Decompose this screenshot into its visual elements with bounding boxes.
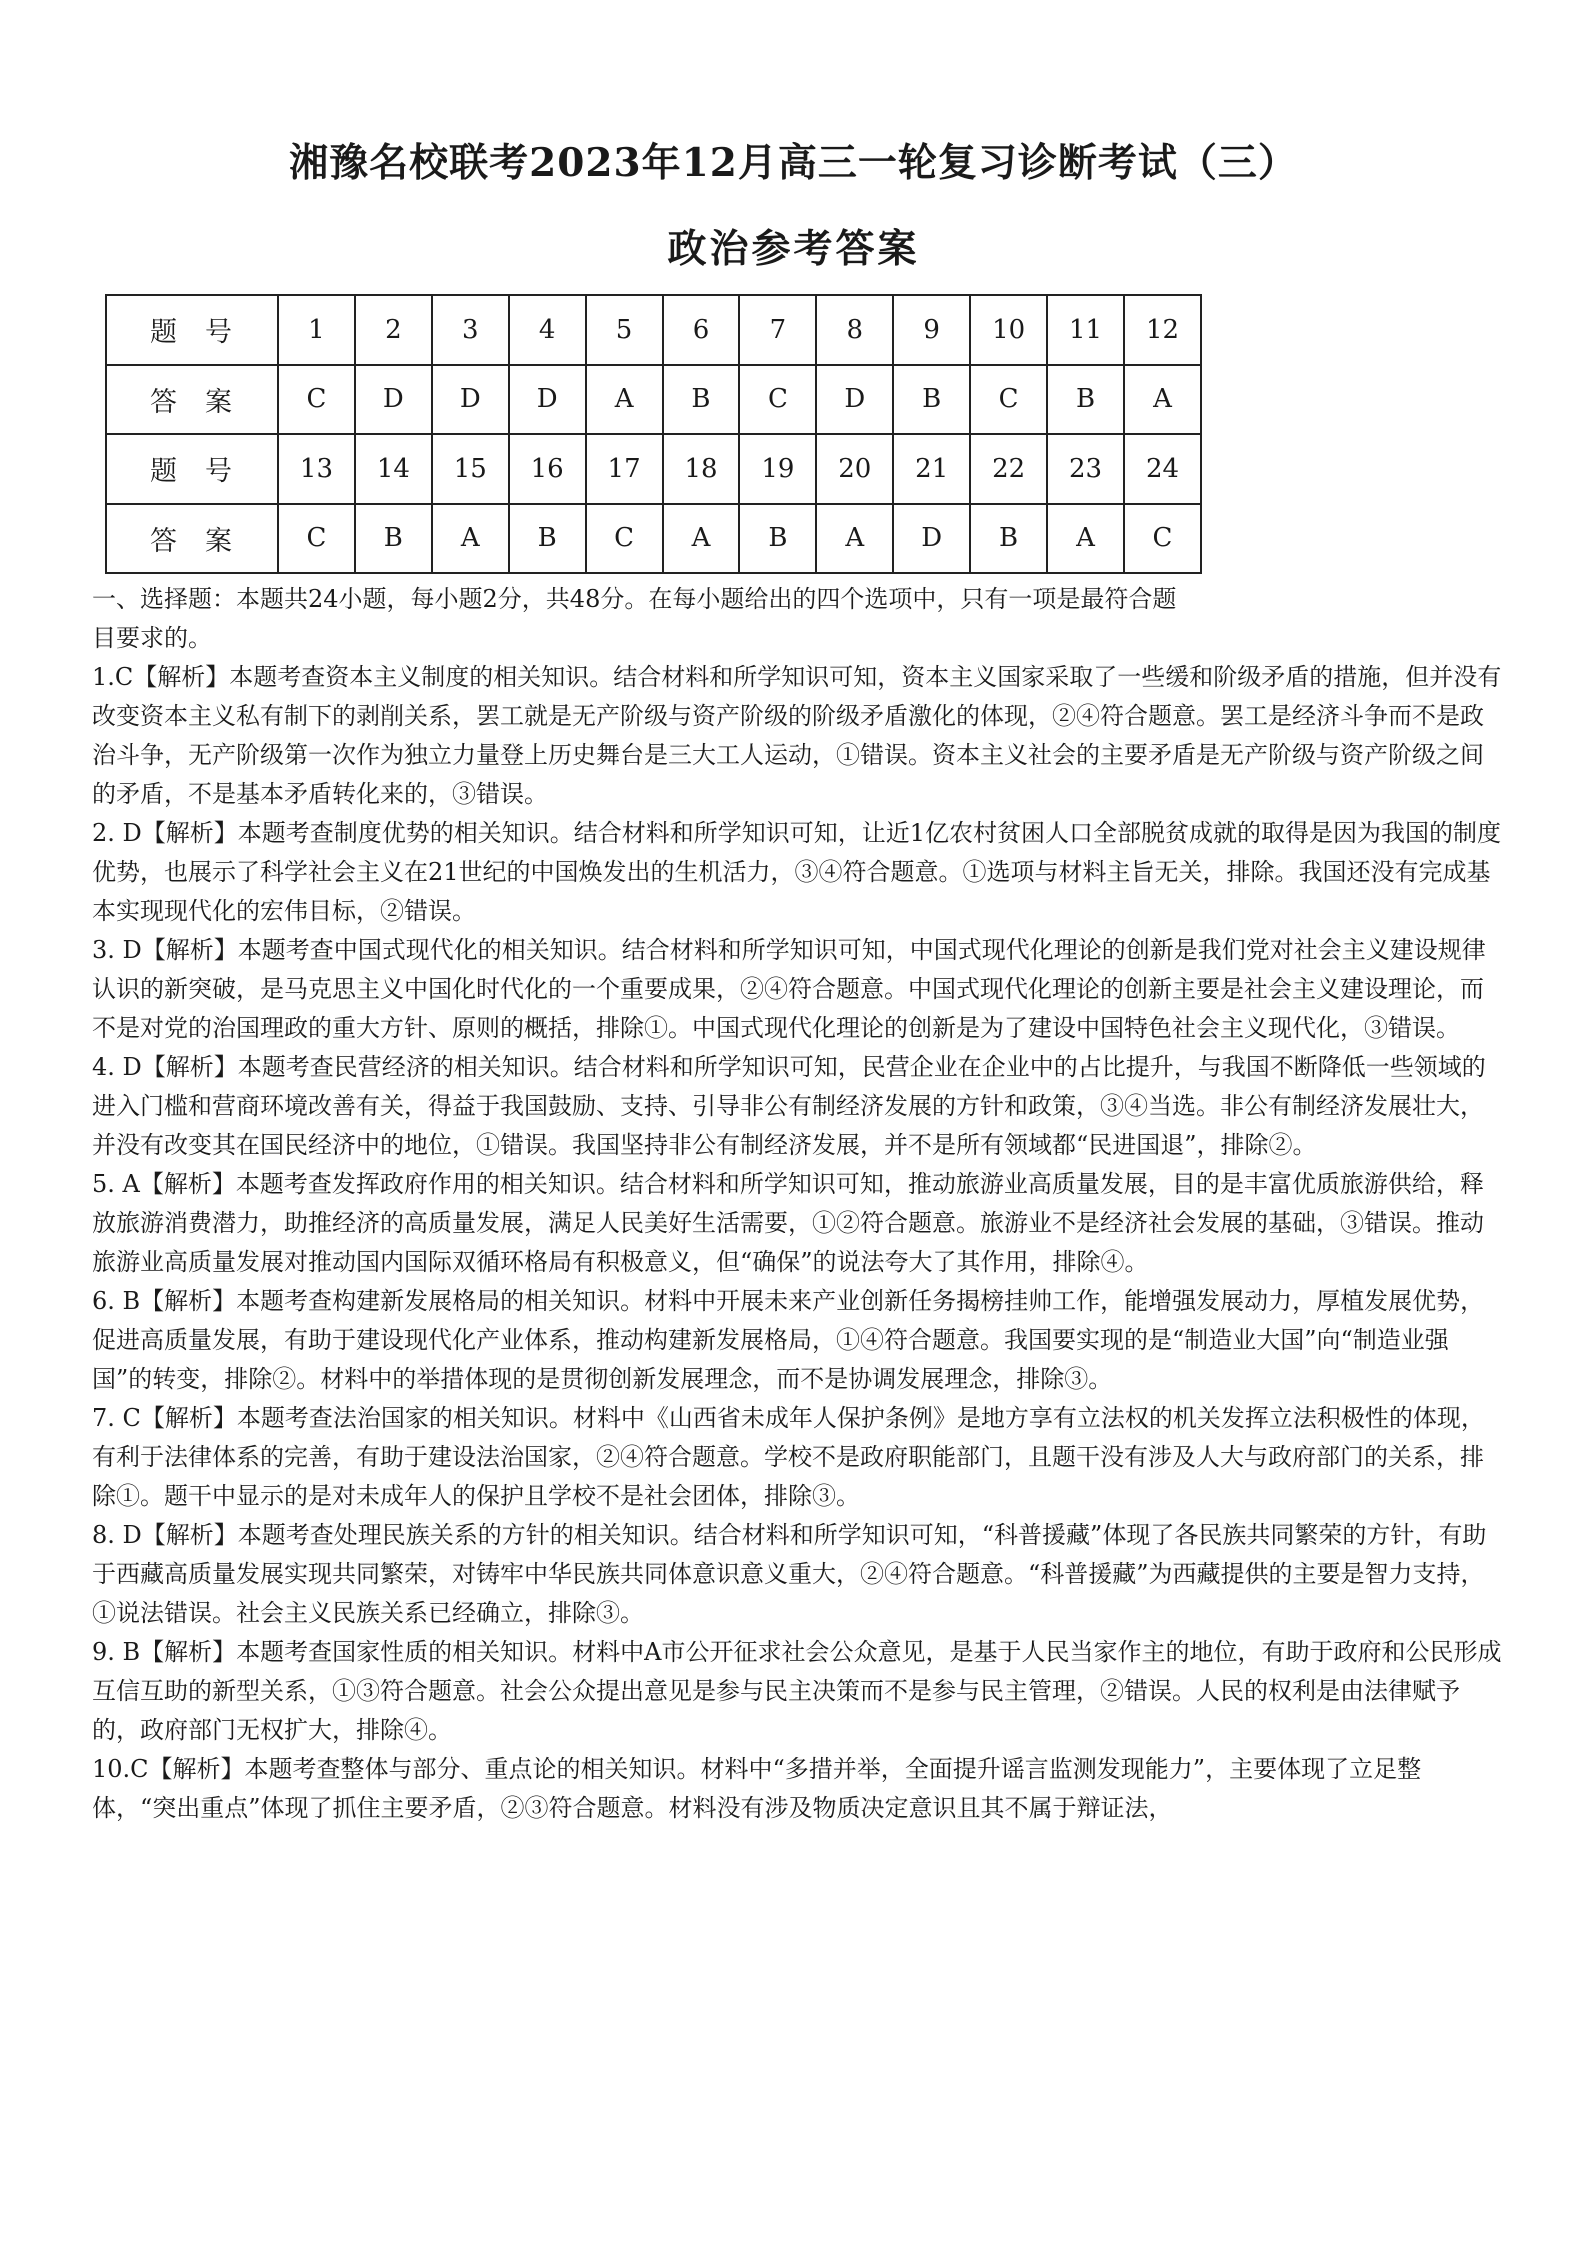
question-number-cell: 20	[816, 434, 893, 504]
question-number-cell: 17	[586, 434, 663, 504]
question-number-cell: 21	[893, 434, 970, 504]
question-number-cell: 8	[816, 295, 893, 365]
explanation-label: 2. D【解析】	[92, 819, 238, 847]
answer-cell: B	[663, 365, 740, 435]
answer-cell: B	[509, 504, 586, 574]
question-number-cell: 12	[1124, 295, 1201, 365]
question-number-cell: 19	[739, 434, 816, 504]
answer-cell: A	[432, 504, 509, 574]
answer-row	[106, 504, 1201, 574]
explanation-item	[92, 814, 1502, 931]
explanation-label: 1.C【解析】	[92, 663, 230, 691]
explanation-label: 3. D【解析】	[92, 936, 238, 964]
answer-cell: C	[586, 504, 663, 574]
answer-cell: B	[970, 504, 1047, 574]
answer-cell: D	[893, 504, 970, 574]
explanation-item	[92, 1165, 1502, 1282]
explanation-item	[92, 1516, 1502, 1633]
answer-cell: B	[1047, 365, 1124, 435]
number-row	[106, 295, 1201, 365]
explanation-item	[92, 931, 1502, 1048]
explanation-text: 本题考查中国式现代化的相关知识。结合材料和所学知识可知，中国式现代化理论的创新是我们党对社会主义建设规律认识的新突破，是马克思主义中国化时代化的一个重要成果，②④符合题意。中国式现代化理论的创新主要是社会主义建设理论，而不是对党的治国理政的重大方针、原则的概括，排除①。中国式现代化理论的创新是为了建设中国特色社会主义现代化，③错误。	[92, 936, 1486, 1042]
answer-cell: C	[739, 365, 816, 435]
section-intro: 一、选择题：本题共24小题，每小题2分，共48分。在每小题给出的四个选项中，只有一项是最符合题目要求的。	[92, 585, 1177, 652]
answer-cell: A	[1047, 504, 1124, 574]
question-number-cell: 1	[278, 295, 355, 365]
question-number-cell: 22	[970, 434, 1047, 504]
explanation-text: 本题考查制度优势的相关知识。结合材料和所学知识可知，让近1亿农村贫困人口全部脱贫成就的取得是因为我国的制度优势，也展示了科学社会主义在21世纪的中国焕发出的生机活力，③④符合题意。①选项与材料主旨无关，排除。我国还没有完成基本实现现代化的宏伟目标，②错误。	[92, 819, 1502, 925]
question-number-cell: 16	[509, 434, 586, 504]
answer-cell: C	[278, 365, 355, 435]
question-number-cell: 15	[432, 434, 509, 504]
question-number-cell: 10	[970, 295, 1047, 365]
explanation-label: 10.C【解析】	[92, 1755, 245, 1783]
answer-cell: D	[816, 365, 893, 435]
question-number-cell: 11	[1047, 295, 1124, 365]
question-number-cell: 18	[663, 434, 740, 504]
explanation-text: 本题考查资本主义制度的相关知识。结合材料和所学知识可知，资本主义国家采取了一些缓和阶级矛盾的措施，但并没有改变资本主义私有制下的剥削关系，罢工就是无产阶级与资产阶级的阶级矛盾激化的体现，②④符合题意。罢工是经济斗争而不是政治斗争，无产阶级第一次作为独立力量登上历史舞台是三大工人运动，①错误。资本主义社会的主要矛盾是无产阶级与资产阶级之间的矛盾，不是基本矛盾转化来的，③错误。	[92, 663, 1502, 808]
question-number-cell: 6	[663, 295, 740, 365]
number-row-label: 题号	[106, 295, 278, 365]
answer-explanations	[92, 580, 1502, 1828]
answer-cell: A	[663, 504, 740, 574]
explanation-label: 5. A【解析】	[92, 1170, 236, 1198]
explanation-text: 本题考查民营经济的相关知识。结合材料和所学知识可知，民营企业在企业中的占比提升，与我国不断降低一些领域的进入门槛和营商环境改善有关，得益于我国鼓励、支持、引导非公有制经济发展的方针和政策，③④当选。非公有制经济发展壮大，并没有改变其在国民经济中的地位，①错误。我国坚持非公有制经济发展，并不是所有领域都“民进国退”，排除②。	[92, 1053, 1486, 1159]
answer-row	[106, 365, 1201, 435]
question-number-cell: 7	[739, 295, 816, 365]
question-number-cell: 13	[278, 434, 355, 504]
question-number-cell: 14	[355, 434, 432, 504]
question-number-cell: 24	[1124, 434, 1201, 504]
answer-row-label: 答案	[106, 365, 278, 435]
explanation-item	[92, 1282, 1502, 1399]
explanation-text: 本题考查处理民族关系的方针的相关知识。结合材料和所学知识可知，“科普援藏”体现了各民族共同繁荣的方针，有助于西藏高质量发展实现共同繁荣，对铸牢中华民族共同体意识意义重大，②④符合题意。“科普援藏”为西藏提供的主要是智力支持，①说法错误。社会主义民族关系已经确立，排除③。	[92, 1521, 1487, 1627]
explanation-label: 9. B【解析】	[92, 1638, 237, 1666]
answer-cell: A	[586, 365, 663, 435]
answer-cell: A	[1124, 365, 1201, 435]
question-number-cell: 3	[432, 295, 509, 365]
explanation-text: 本题考查法治国家的相关知识。材料中《山西省未成年人保护条例》是地方享有立法权的机关发挥立法积极性的体现，有利于法律体系的完善，有助于建设法治国家，②④符合题意。学校不是政府职能部门，且题干没有涉及人大与政府部门的关系，排除①。题干中显示的是对未成年人的保护且学校不是社会团体，排除③。	[92, 1404, 1485, 1510]
answer-cell: C	[1124, 504, 1201, 574]
page-subtitle: 政治参考答案	[667, 226, 920, 272]
explanation-item	[92, 658, 1502, 814]
answer-table	[105, 294, 1202, 574]
question-number-cell: 5	[586, 295, 663, 365]
page-title: 湘豫名校联考2023年12月高三一轮复习诊断考试（三）	[289, 140, 1298, 186]
answer-row-label: 答案	[106, 504, 278, 574]
question-number-cell: 2	[355, 295, 432, 365]
answer-cell: A	[816, 504, 893, 574]
explanation-label: 7. C【解析】	[92, 1404, 237, 1432]
explanation-list	[92, 658, 1502, 1828]
explanation-text: 本题考查发挥政府作用的相关知识。结合材料和所学知识可知，推动旅游业高质量发展，目的是丰富优质旅游供给，释放旅游消费潜力，助推经济的高质量发展，满足人民美好生活需要，①②符合题意。旅游业不是经济社会发展的基础，③错误。推动旅游业高质量发展对推动国内国际双循环格局有积极意义，但“确保”的说法夸大了其作用，排除④。	[92, 1170, 1484, 1276]
answer-cell: D	[509, 365, 586, 435]
explanation-label: 8. D【解析】	[92, 1521, 238, 1549]
question-number-cell: 23	[1047, 434, 1124, 504]
answer-cell: C	[278, 504, 355, 574]
question-number-cell: 4	[509, 295, 586, 365]
explanation-item	[92, 1633, 1502, 1750]
explanation-label: 6. B【解析】	[92, 1287, 237, 1315]
answer-cell: B	[893, 365, 970, 435]
number-row-label: 题号	[106, 434, 278, 504]
answer-cell: C	[970, 365, 1047, 435]
explanation-item	[92, 1399, 1502, 1516]
explanation-text: 本题考查国家性质的相关知识。材料中A市公开征求社会公众意见，是基于人民当家作主的地位，有助于政府和公民形成互信互助的新型关系，①③符合题意。社会公众提出意见是参与民主决策而不是参与民主管理，②错误。人民的权利是由法律赋予的，政府部门无权扩大，排除④。	[92, 1638, 1502, 1744]
answer-cell: D	[355, 365, 432, 435]
answer-cell: D	[432, 365, 509, 435]
question-number-cell: 9	[893, 295, 970, 365]
explanation-label: 4. D【解析】	[92, 1053, 238, 1081]
number-row	[106, 434, 1201, 504]
explanation-text: 本题考查构建新发展格局的相关知识。材料中开展未来产业创新任务揭榜挂帅工作，能增强发展动力，厚植发展优势，促进高质量发展，有助于建设现代化产业体系，推动构建新发展格局，①④符合题意。我国要实现的是“制造业大国”向“制造业强国”的转变，排除②。材料中的举措体现的是贯彻创新发展理念，而不是协调发展理念，排除③。	[92, 1287, 1485, 1393]
answer-cell: B	[355, 504, 432, 574]
answer-cell: B	[739, 504, 816, 574]
explanation-item	[92, 1750, 1502, 1828]
explanation-text: 本题考查整体与部分、重点论的相关知识。材料中“多措并举，全面提升谣言监测发现能力”，主要体现了立足整体，“突出重点”体现了抓住主要矛盾，②③符合题意。材料没有涉及物质决定意识且其不属于辩证法，	[92, 1755, 1422, 1822]
explanation-item	[92, 1048, 1502, 1165]
